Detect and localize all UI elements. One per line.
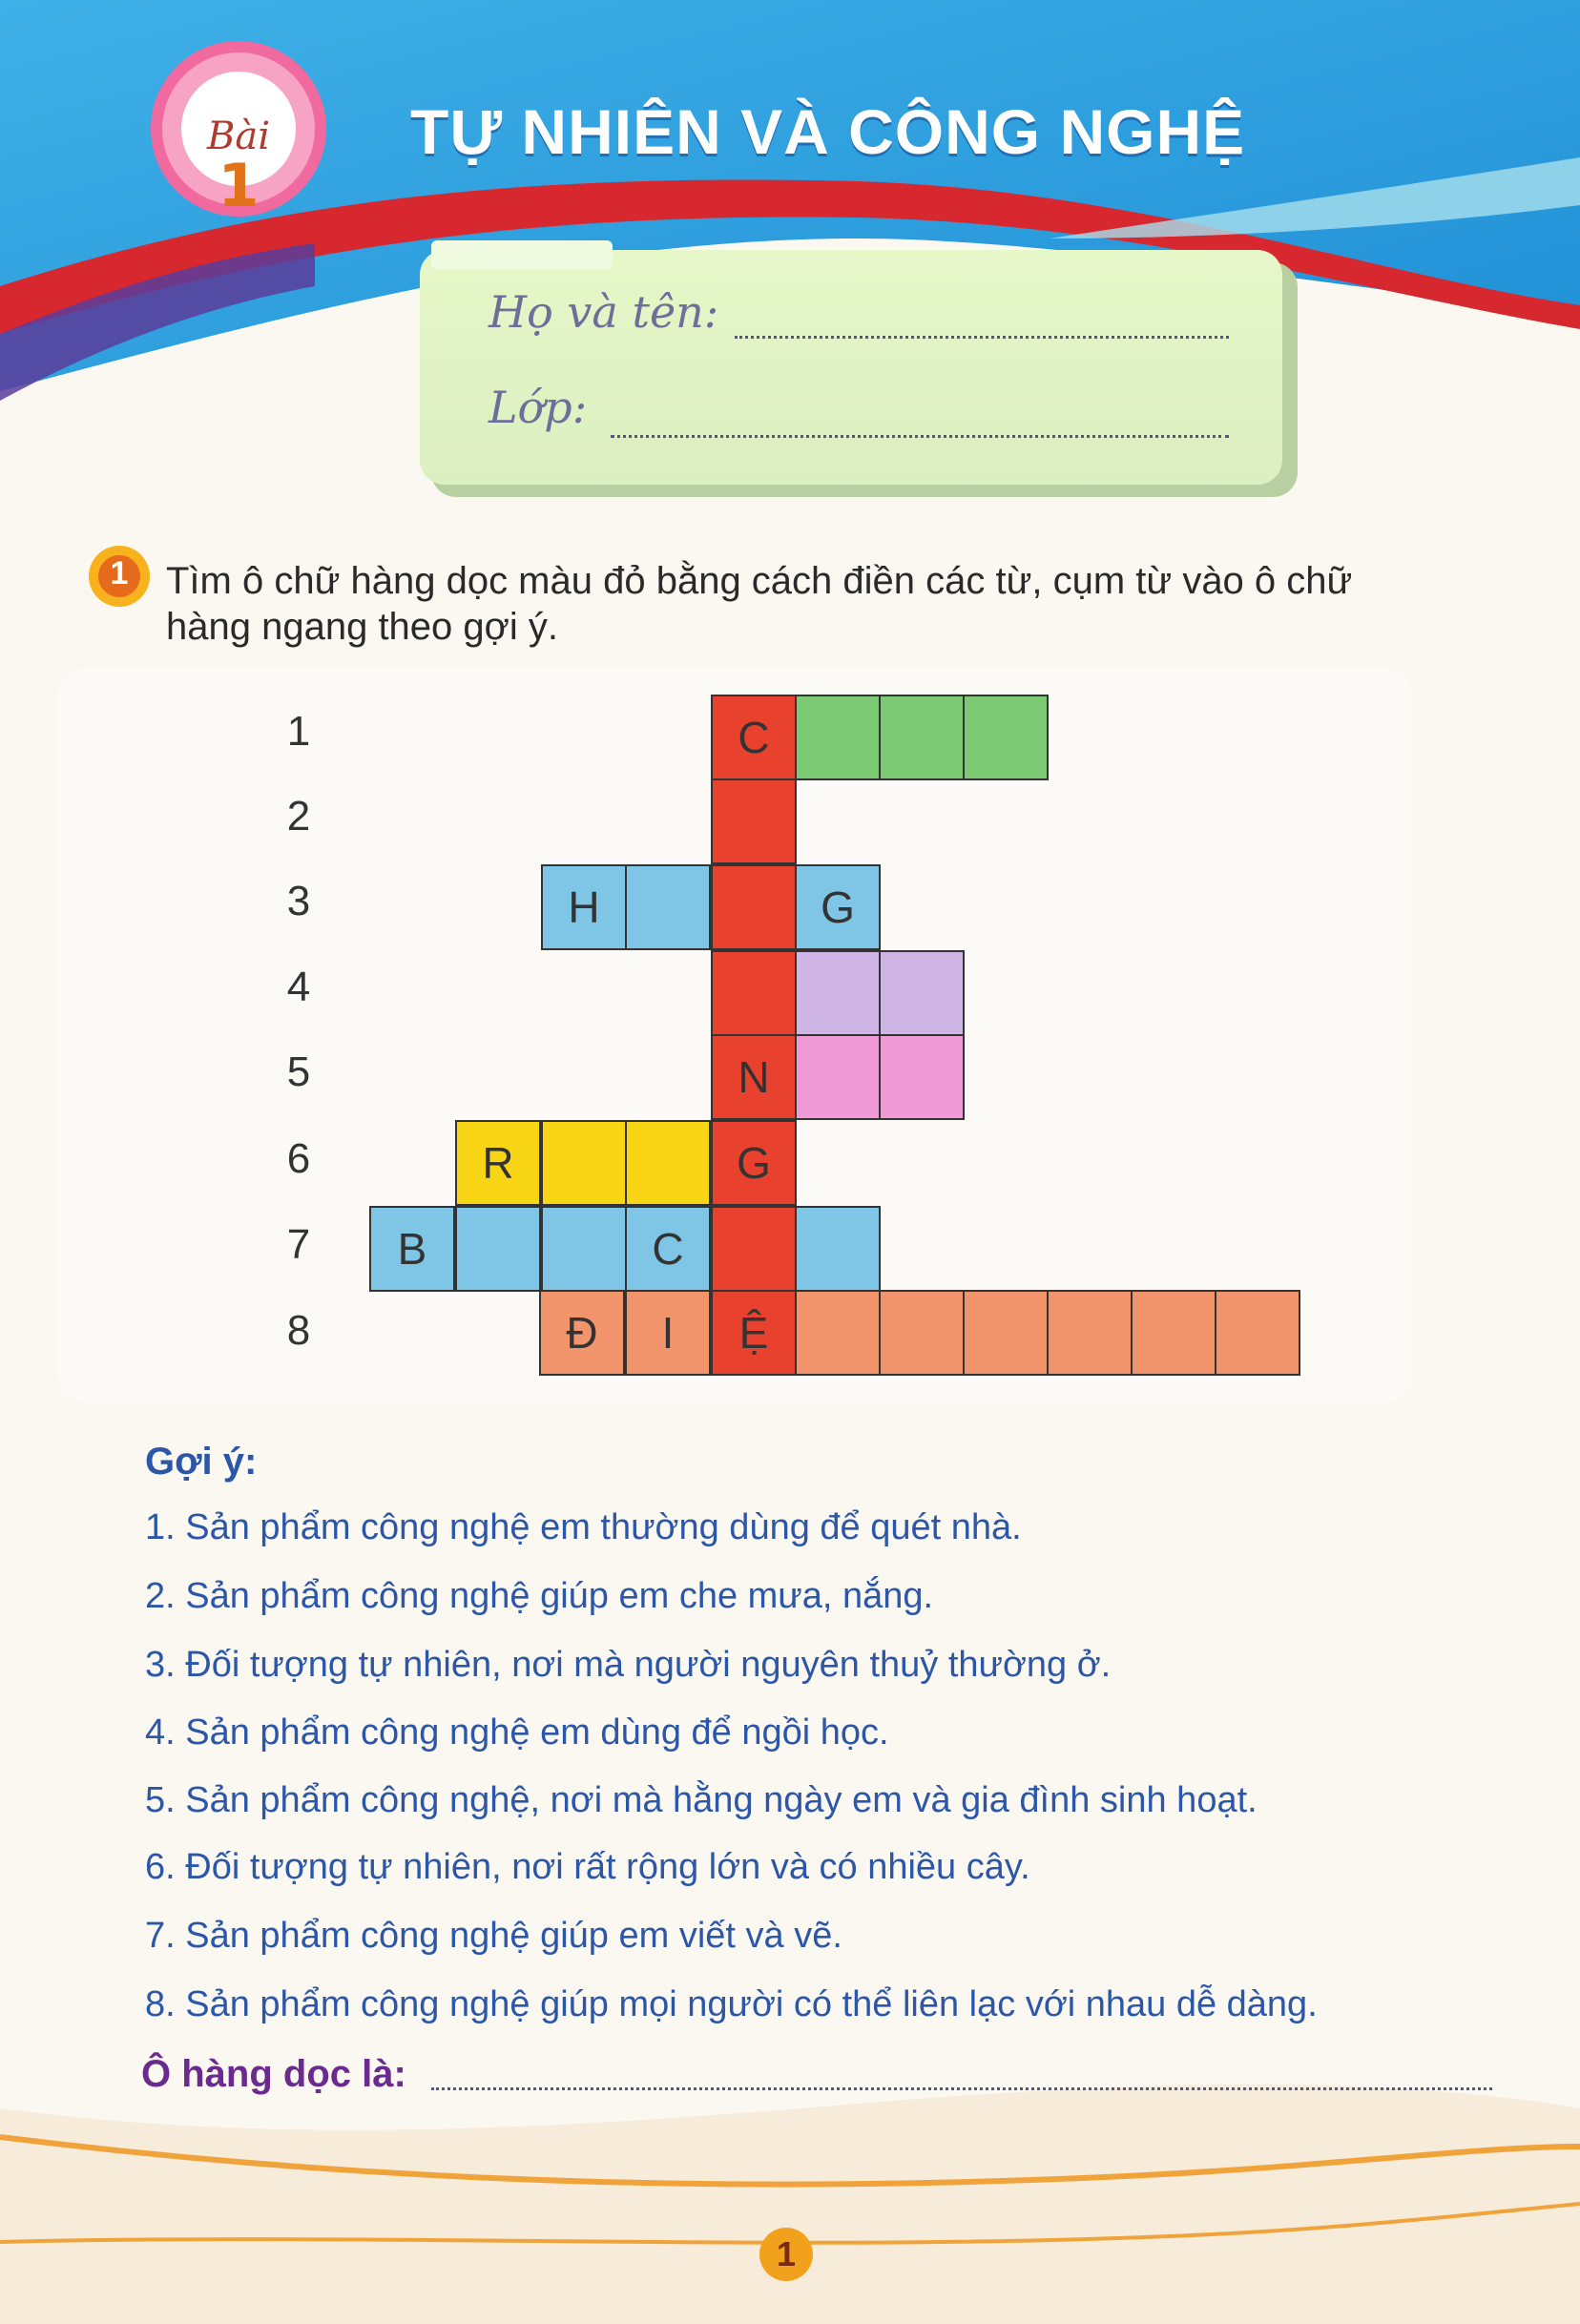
cell-r8-c8[interactable] (1131, 1290, 1216, 1376)
cell-r8-c5[interactable] (879, 1290, 965, 1376)
hint-3: 3. Đối tượng tự nhiên, nơi mà người nguyên thuỷ thường ở. (145, 1645, 1112, 1685)
class-label: Lớp: (489, 382, 588, 433)
cell-r1-c4[interactable] (963, 695, 1049, 780)
page-title: TỰ NHIÊN VÀ CÔNG NGHỆ (410, 96, 1246, 167)
cell-r7-c6[interactable] (795, 1206, 881, 1292)
cell-r8-c4[interactable] (795, 1290, 881, 1376)
cell-r4-c2[interactable] (795, 950, 881, 1036)
answer-field[interactable] (431, 2087, 1492, 2090)
page-number: 1 (759, 2228, 813, 2281)
cell-r8-c1[interactable]: Đ (539, 1290, 625, 1376)
row-number-7: 7 (286, 1221, 311, 1268)
hint-6: 6. Đối tượng tự nhiên, nơi rất rộng lớn và có nhiều cây. (145, 1847, 1030, 1887)
class-field[interactable] (611, 435, 1229, 438)
cell-r1-c3[interactable] (879, 695, 965, 780)
cell-r3-c2[interactable] (625, 864, 711, 950)
row-number-4: 4 (286, 964, 311, 1010)
instruction-line-2: hàng ngang theo gợi ý. (166, 606, 558, 648)
cell-r1-red[interactable]: C (711, 695, 797, 780)
cell-r3-red[interactable] (711, 864, 797, 950)
hint-5: 5. Sản phẩm công nghệ, nơi mà hằng ngày em và gia đình sinh hoạt. (145, 1780, 1258, 1820)
lesson-number: 1 (218, 151, 260, 220)
cell-r6-red[interactable]: G (711, 1120, 797, 1206)
cell-r8-c9[interactable] (1215, 1290, 1300, 1376)
cell-r5-c2[interactable] (795, 1034, 881, 1120)
lesson-word: Bài (206, 114, 271, 158)
cell-r8-c7[interactable] (1047, 1290, 1133, 1376)
cell-r8-c6[interactable] (963, 1290, 1049, 1376)
hint-4: 4. Sản phẩm công nghệ em dùng để ngồi học. (145, 1712, 889, 1753)
cell-r8-c2[interactable]: I (625, 1290, 711, 1376)
cell-r7-c1[interactable]: B (369, 1206, 455, 1292)
row-number-1: 1 (286, 708, 311, 755)
cell-r4-c3[interactable] (879, 950, 965, 1036)
row-number-3: 3 (286, 878, 311, 924)
cell-r1-c2[interactable] (795, 695, 881, 780)
cell-r6-c2[interactable] (541, 1120, 627, 1206)
name-label: Họ và tên: (489, 286, 719, 338)
hint-7: 7. Sản phẩm công nghệ giúp em viết và vẽ. (145, 1916, 842, 1956)
hint-2: 2. Sản phẩm công nghệ giúp em che mưa, nắng. (145, 1576, 934, 1616)
row-number-6: 6 (286, 1135, 311, 1182)
cell-r4-red[interactable] (711, 950, 797, 1036)
name-field[interactable] (735, 336, 1229, 339)
cell-r5-c3[interactable] (879, 1034, 965, 1120)
hint-8: 8. Sản phẩm công nghệ giúp mọi người có thể liên lạc với nhau dễ dàng. (145, 1984, 1318, 2024)
cell-r8-red[interactable]: Ệ (711, 1290, 797, 1376)
row-number-2: 2 (286, 793, 311, 840)
exercise-instruction (166, 558, 1521, 650)
answer-label: Ô hàng dọc là: (141, 2053, 406, 2095)
instruction-line-1: Tìm ô chữ hàng dọc màu đỏ bằng cách điền các từ, cụm từ vào ô chữ (166, 560, 1353, 602)
hint-1: 1. Sản phẩm công nghệ em thường dùng để quét nhà. (145, 1507, 1022, 1547)
cell-r5-red[interactable]: N (711, 1034, 797, 1120)
cell-r6-c1[interactable]: R (455, 1120, 541, 1206)
exercise-number: 1 (110, 555, 129, 591)
row-number-5: 5 (286, 1048, 311, 1095)
hints-title: Gợi ý: (145, 1441, 258, 1483)
cell-r6-c3[interactable] (625, 1120, 711, 1206)
cell-r2-red[interactable] (711, 778, 797, 864)
cell-r7-c2[interactable] (455, 1206, 541, 1292)
row-number-8: 8 (286, 1307, 311, 1354)
cell-r7-c3[interactable] (541, 1206, 627, 1292)
cell-r7-c4[interactable]: C (625, 1206, 711, 1292)
cell-r3-c4[interactable]: G (795, 864, 881, 950)
cell-r7-red[interactable] (711, 1206, 797, 1292)
cell-r3-c1[interactable]: H (541, 864, 627, 950)
